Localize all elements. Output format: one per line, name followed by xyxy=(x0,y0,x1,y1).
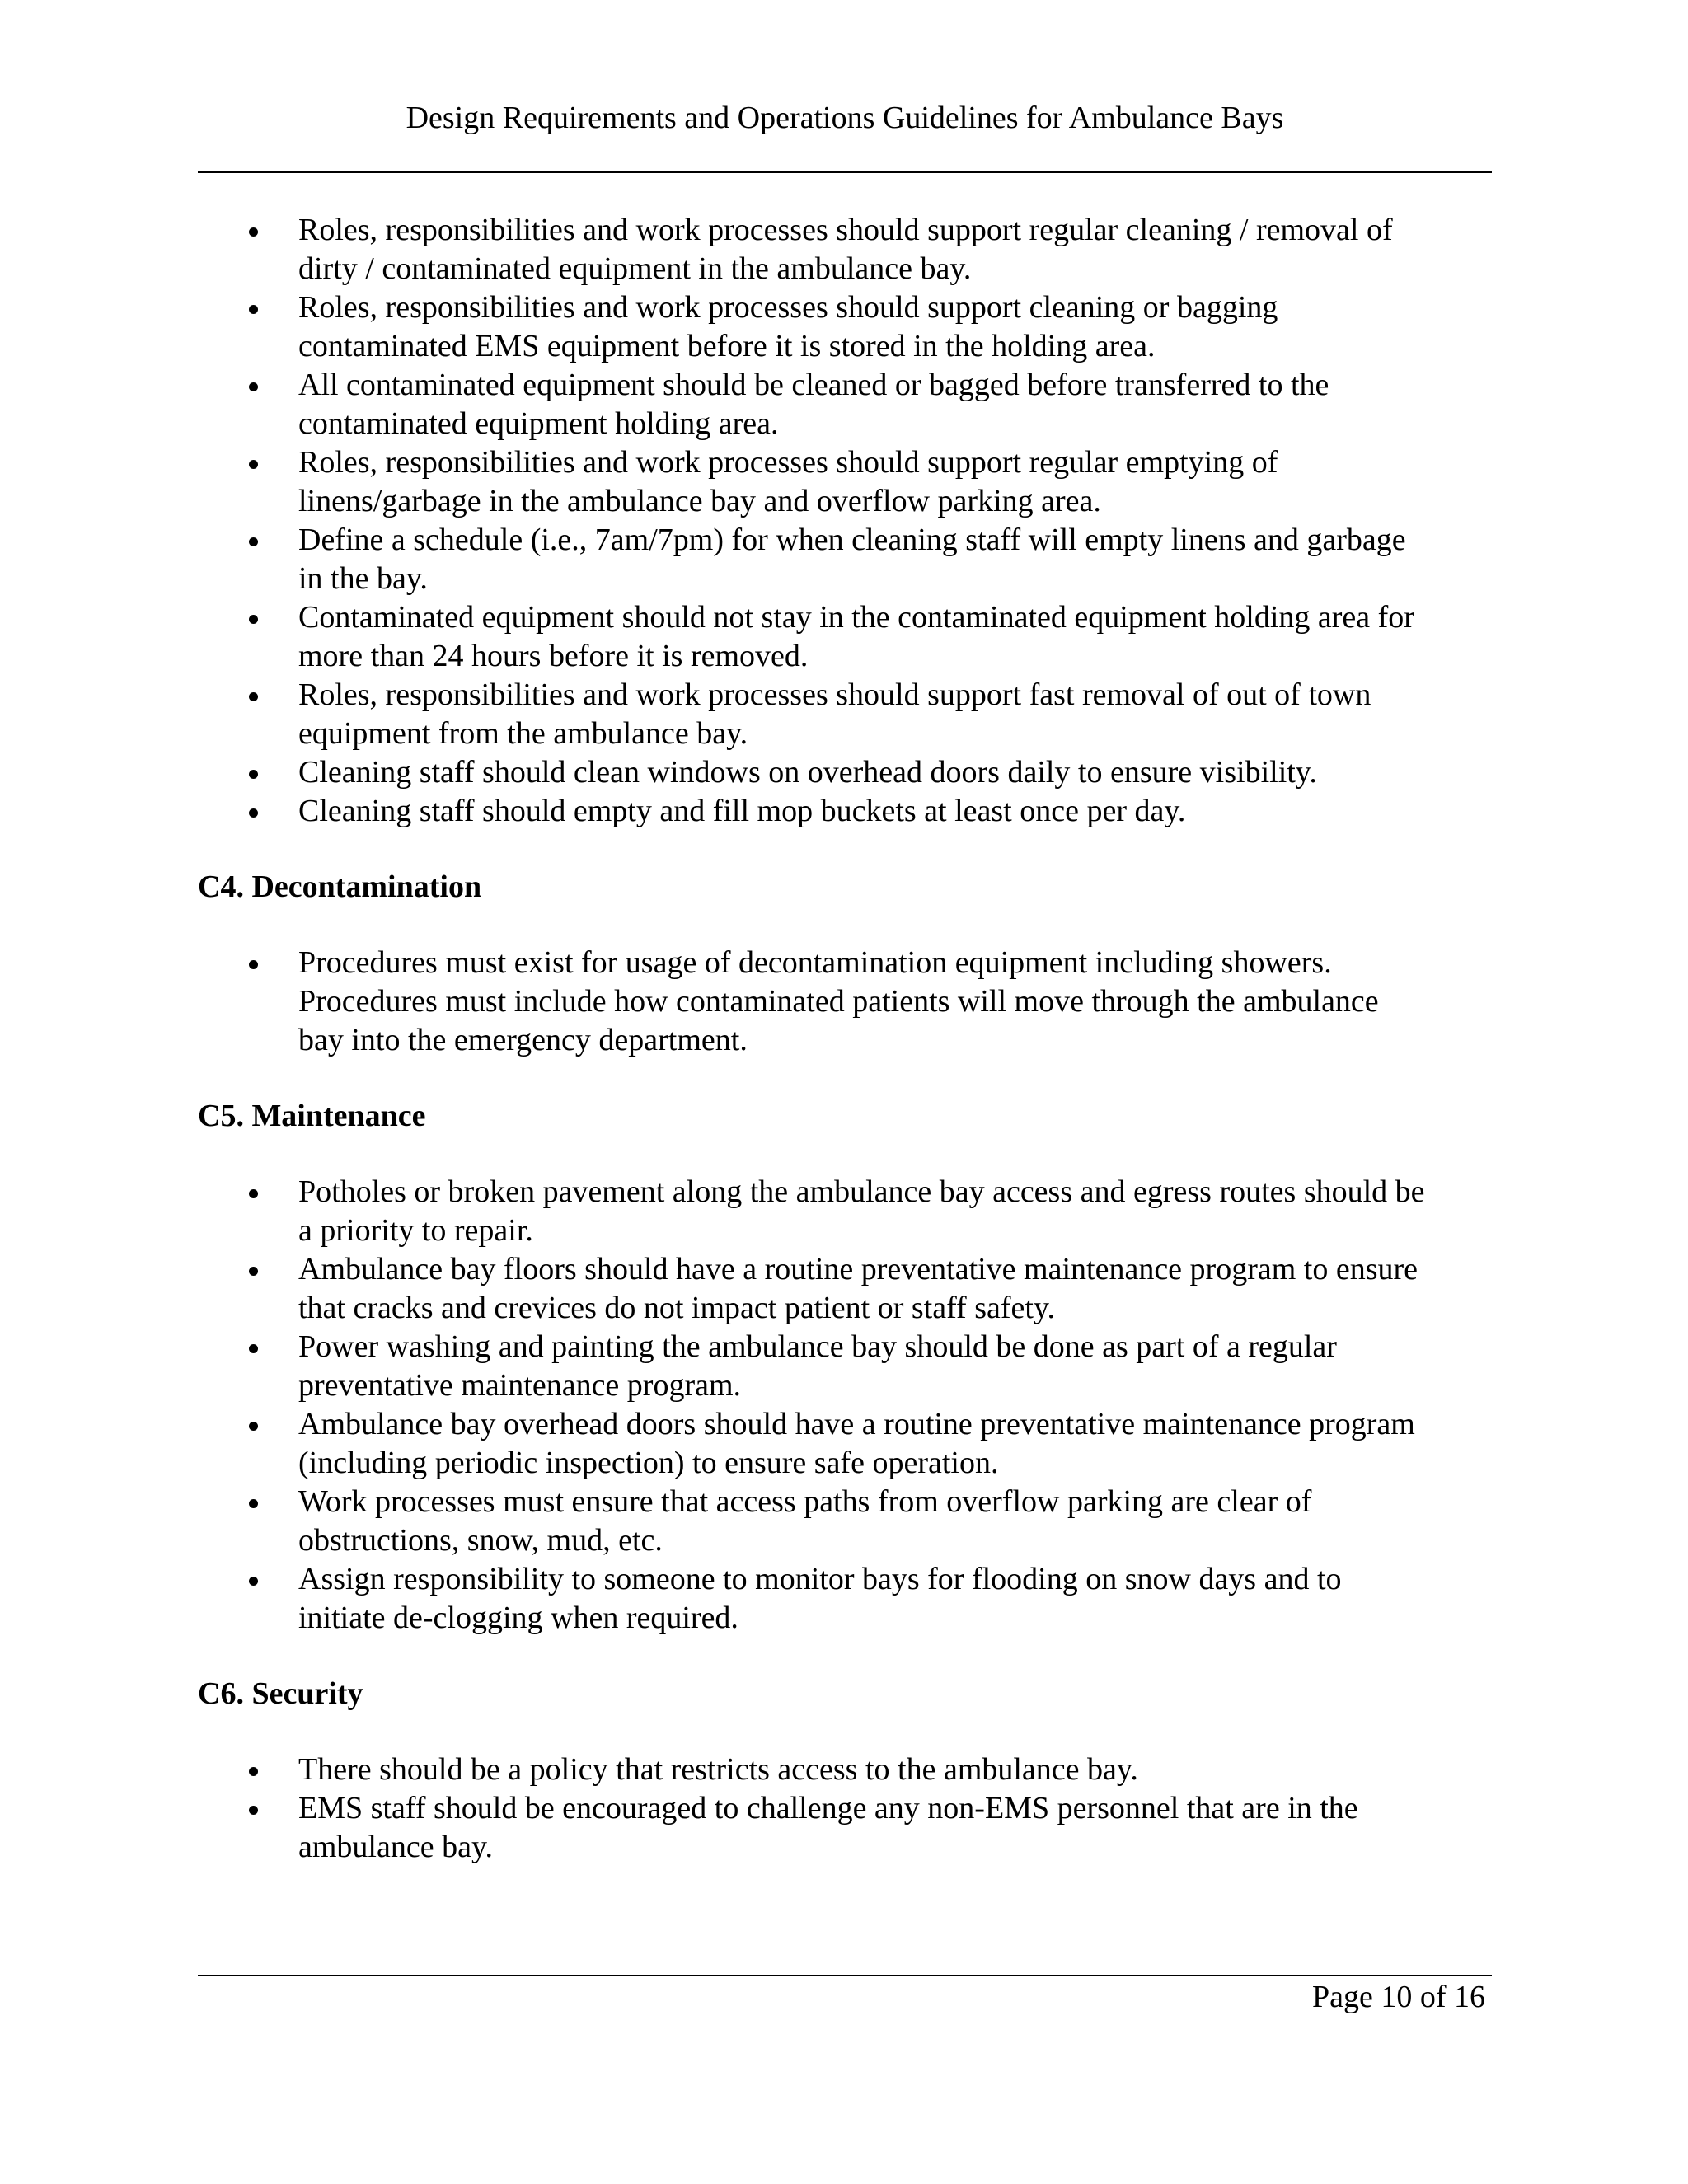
list-item xyxy=(198,1750,1492,1789)
bullet-icon xyxy=(249,305,258,314)
page-number: Page 10 of 16 xyxy=(1311,1980,1485,2014)
list-item-text: Define a schedule (i.e., 7am/7pm) for when cleaning staff will empty linens and garbage xyxy=(298,523,1406,557)
bullet-icon xyxy=(249,227,258,237)
list-item-text: Roles, responsibilities and work processes should support regular emptying of xyxy=(298,445,1278,480)
list-item xyxy=(198,1789,1492,1867)
section xyxy=(198,1097,1492,1638)
intro-bullet-list xyxy=(198,211,1492,831)
list-item-text: Roles, responsibilities and work processes should support cleaning or bagging xyxy=(298,290,1278,325)
list-item-text: equipment from the ambulance bay. xyxy=(298,716,748,751)
list-item-text: Cleaning staff should empty and fill mop buckets at least once per day. xyxy=(298,794,1186,828)
list-item-text: Procedures must exist for usage of decontamination equipment including showers. xyxy=(298,945,1332,980)
section-heading: C4. Decontamination xyxy=(198,869,482,904)
list-item-text: Ambulance bay floors should have a routine preventative maintenance program to ensure xyxy=(298,1252,1418,1286)
section-bullet-list xyxy=(198,1173,1492,1638)
list-item-text: a priority to repair. xyxy=(298,1213,533,1248)
list-item-text: EMS staff should be encouraged to challenge any non-EMS personnel that are in the xyxy=(298,1791,1358,1825)
bullet-icon xyxy=(249,1806,258,1815)
list-item xyxy=(198,944,1492,1060)
list-item-text: bay into the emergency department. xyxy=(298,1023,748,1057)
list-item-text: linens/garbage in the ambulance bay and overflow parking area. xyxy=(298,484,1101,518)
list-item-text: (including periodic inspection) to ensure safe operation. xyxy=(298,1446,999,1480)
list-item-text: Ambulance bay overhead doors should have a routine preventative maintenance program xyxy=(298,1407,1415,1441)
bullet-icon xyxy=(249,1267,258,1276)
list-item xyxy=(198,521,1492,598)
list-item-text: obstructions, snow, mud, etc. xyxy=(298,1523,663,1558)
list-item-text: ambulance bay. xyxy=(298,1830,493,1864)
list-item-text: Procedures must include how contaminated patients will move through the ambulance xyxy=(298,984,1379,1019)
section-heading: C6. Security xyxy=(198,1676,363,1711)
list-item-text: in the bay. xyxy=(298,561,428,596)
list-item-text: There should be a policy that restricts access to the ambulance bay. xyxy=(298,1752,1138,1787)
list-item-text: Power washing and painting the ambulance bay should be done as part of a regular xyxy=(298,1329,1337,1364)
list-item xyxy=(198,366,1492,443)
list-item-text: Work processes must ensure that access paths from overflow parking are clear of xyxy=(298,1484,1312,1519)
list-item-text: Potholes or broken pavement along the ambulance bay access and egress routes should be xyxy=(298,1174,1425,1209)
list-item-text: dirty / contaminated equipment in the ambulance bay. xyxy=(298,251,972,286)
running-header: Design Requirements and Operations Guidelines for Ambulance Bays xyxy=(406,101,1284,135)
list-item xyxy=(198,676,1492,753)
bullet-icon xyxy=(249,460,258,469)
bullet-icon xyxy=(249,692,258,701)
list-item xyxy=(198,753,1492,792)
list-item xyxy=(198,598,1492,676)
bullet-icon xyxy=(249,808,258,818)
bullet-icon xyxy=(249,1344,258,1353)
bullet-icon xyxy=(249,1767,258,1776)
bullet-icon xyxy=(249,382,258,391)
bullet-icon xyxy=(249,1422,258,1431)
list-item-text: preventative maintenance program. xyxy=(298,1368,742,1403)
bullet-icon xyxy=(249,537,258,546)
list-item-text: more than 24 hours before it is removed. xyxy=(298,639,809,673)
section xyxy=(198,868,1492,1060)
page-content xyxy=(198,211,1492,1867)
list-item-text: Assign responsibility to someone to monitor bays for flooding on snow days and to xyxy=(298,1562,1342,1596)
list-item xyxy=(198,1405,1492,1483)
section-heading: C5. Maintenance xyxy=(198,1099,426,1133)
list-item xyxy=(198,211,1492,288)
footer-rule xyxy=(198,1975,1492,1976)
list-item xyxy=(198,1328,1492,1405)
section-bullet-list xyxy=(198,1750,1492,1867)
list-item xyxy=(198,1250,1492,1328)
section-bullet-list xyxy=(198,944,1492,1060)
list-item xyxy=(198,1560,1492,1638)
list-item-text: Roles, responsibilities and work processes should support regular cleaning / removal of xyxy=(298,213,1393,247)
bullet-icon xyxy=(249,960,258,969)
list-item xyxy=(198,792,1492,831)
list-item-text: Roles, responsibilities and work processes should support fast removal of out of town xyxy=(298,677,1372,712)
bullet-icon xyxy=(249,615,258,624)
bullet-icon xyxy=(249,770,258,779)
list-item xyxy=(198,1173,1492,1250)
header-rule xyxy=(198,171,1492,173)
list-item xyxy=(198,443,1492,521)
list-item-text: initiate de-clogging when required. xyxy=(298,1601,738,1635)
list-item-text: contaminated EMS equipment before it is stored in the holding area. xyxy=(298,329,1156,363)
list-item xyxy=(198,288,1492,366)
sections-container xyxy=(198,868,1492,1867)
list-item-text: Contaminated equipment should not stay in the contaminated equipment holding area for xyxy=(298,600,1414,635)
bullet-icon xyxy=(249,1499,258,1508)
list-item-text: Cleaning staff should clean windows on overhead doors daily to ensure visibility. xyxy=(298,755,1317,790)
list-item-text: that cracks and crevices do not impact patient or staff safety. xyxy=(298,1291,1055,1325)
section xyxy=(198,1675,1492,1867)
list-item-text: All contaminated equipment should be cleaned or bagged before transferred to the xyxy=(298,368,1329,402)
list-item xyxy=(198,1483,1492,1560)
bullet-icon xyxy=(249,1189,258,1198)
list-item-text: contaminated equipment holding area. xyxy=(298,406,779,441)
bullet-icon xyxy=(249,1577,258,1586)
